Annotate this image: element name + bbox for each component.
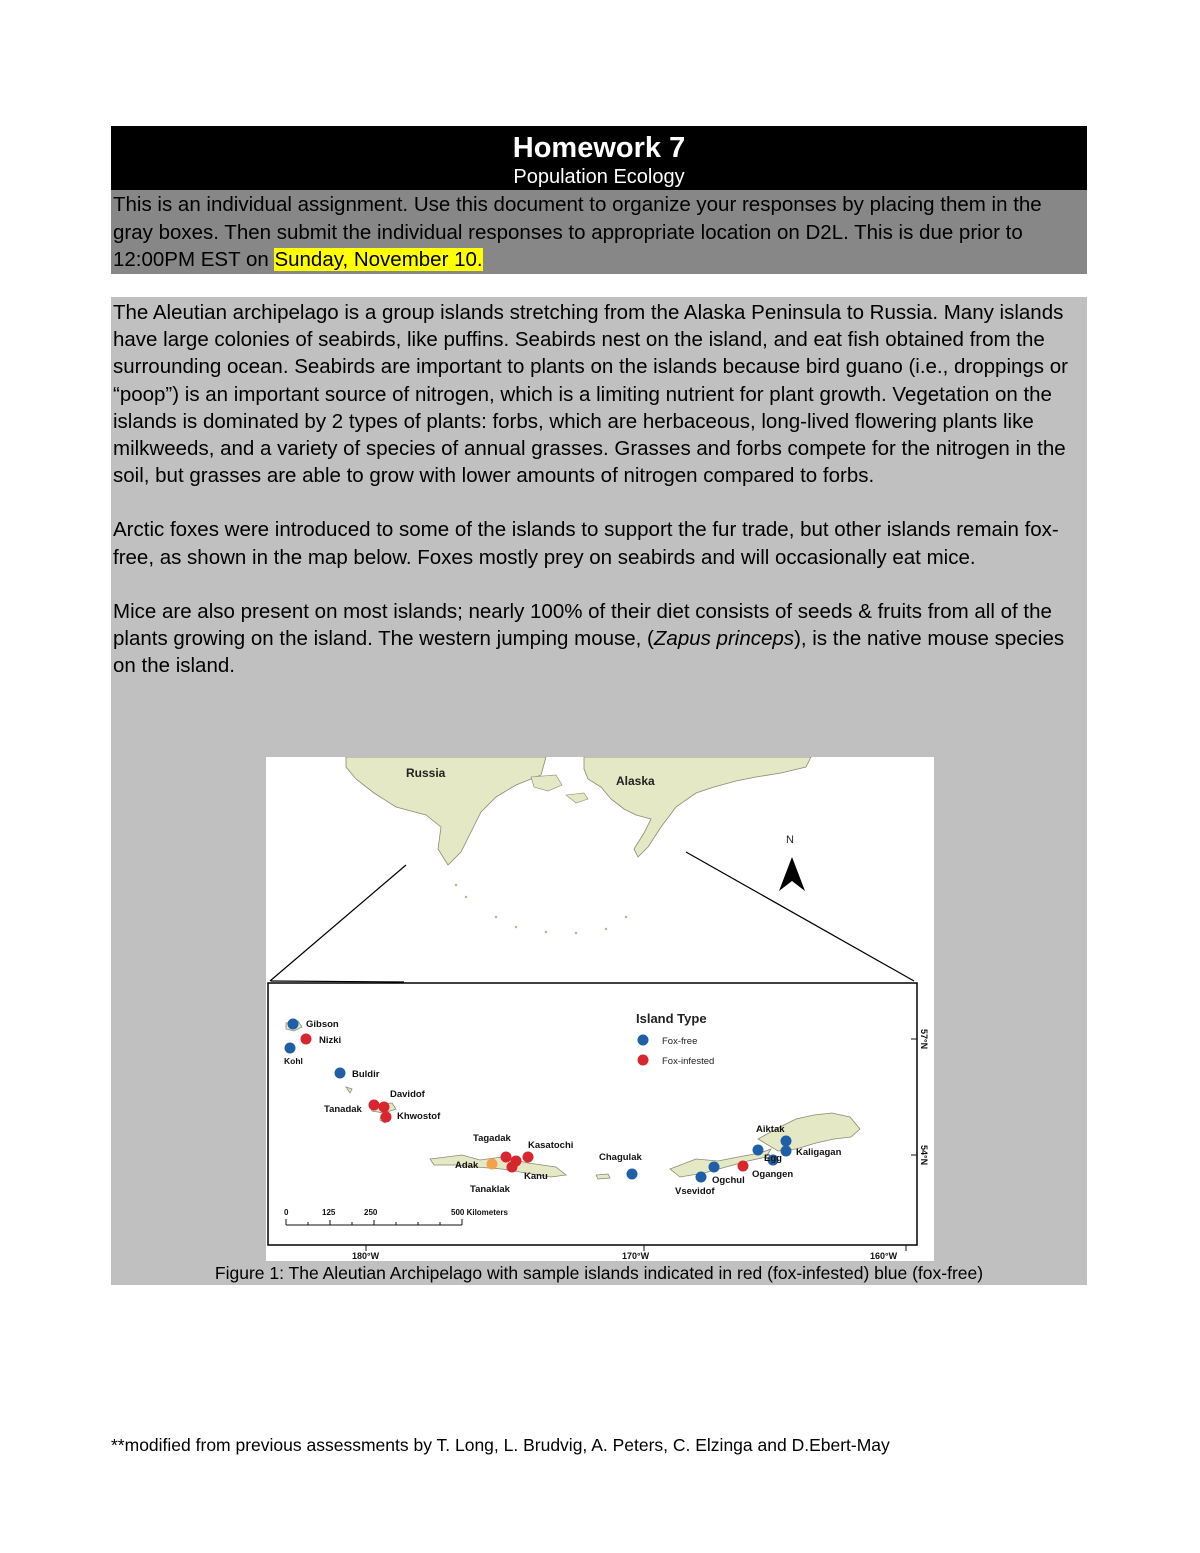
instructions-text: This is an individual assignment. Use this document to organize your responses by placing them in the gray boxes. Then submit the individual responses to appropriate location on D2L. This is due prior to 12:00PM EST on — [113, 193, 1042, 271]
scale-500: 500 Kilometers — [451, 1208, 508, 1217]
alaska-landmass — [584, 757, 811, 857]
paragraph-foxes: Arctic foxes were introduced to some of the islands to support the fur trade, but other islands remain fox-free, as shown in the map below. Foxes mostly prey on seabirds and will occasionally eat mice. — [113, 518, 1059, 569]
scale-250: 250 — [364, 1208, 378, 1217]
label-buldir: Buldir — [352, 1069, 380, 1080]
label-kasatochi: Kasatochi — [528, 1140, 574, 1151]
island-buldir-marker — [335, 1068, 346, 1079]
title-bar — [111, 126, 1087, 190]
island-kanu-marker — [507, 1162, 518, 1173]
north-arrow-icon — [779, 857, 805, 891]
label-kaligagan: Kaligagan — [796, 1147, 842, 1158]
zoom-line-east — [686, 852, 914, 981]
alaska-label: Alaska — [616, 774, 655, 788]
legend-fox-infested-marker — [638, 1055, 649, 1066]
island-kaligagan-marker-b — [781, 1146, 792, 1157]
island-ogchul-marker — [709, 1162, 720, 1173]
legend-fox-free-label: Fox-free — [662, 1036, 698, 1047]
lat-54n: 54°N — [919, 1145, 929, 1166]
label-adak: Adak — [455, 1160, 479, 1171]
legend-fox-free-marker — [638, 1035, 649, 1046]
island-nizki-marker — [301, 1034, 312, 1045]
species-name: Zapus princeps — [653, 627, 795, 651]
figure-caption: Figure 1: The Aleutian Archipelago with sample islands indicated in red (fox-infested) blue (fox-free) — [214, 1263, 984, 1283]
label-ogchul: Ogchul — [712, 1175, 745, 1186]
aleutian-map — [266, 757, 934, 1261]
island-kasatochi-marker — [523, 1152, 534, 1163]
content-box — [111, 297, 1087, 1285]
island-kaligagan-marker-a — [781, 1136, 792, 1147]
lon-180w: 180°W — [352, 1251, 380, 1261]
russia-label: Russia — [406, 766, 446, 780]
label-tanadak: Tanadak — [324, 1104, 362, 1115]
page-subtitle: Population Ecology — [513, 166, 685, 188]
label-aiktak: Aiktak — [756, 1124, 785, 1135]
north-label: N — [786, 834, 794, 846]
legend-fox-infested-label: Fox-infested — [662, 1056, 715, 1067]
zoom-line-left — [271, 981, 404, 982]
paragraph-mice-start: Mice are also present on most islands; nearly 100% of their diet consists of seeds & fruits from all of the plants growing on the island. The western jumping mouse, ( — [113, 599, 1052, 651]
zoom-line-west — [270, 865, 406, 981]
island-tanadak-marker — [369, 1100, 380, 1111]
page-title: Homework 7 — [512, 132, 686, 164]
label-davidof: Davidof — [390, 1089, 425, 1100]
aleutian-map-figure — [266, 757, 934, 1261]
island-aiktak-marker — [753, 1145, 764, 1156]
island-tagadak-marker — [501, 1152, 512, 1163]
label-egg: Egg — [764, 1153, 782, 1164]
overview-islands — [455, 884, 627, 934]
label-tanaklak: Tanaklak — [470, 1184, 510, 1195]
due-date-highlight: Sunday, November 10. — [274, 248, 483, 271]
label-chagulak: Chagulak — [599, 1152, 642, 1163]
label-nizki: Nizki — [319, 1035, 342, 1046]
label-ogangen: Ogangen — [752, 1169, 794, 1180]
st-lawrence-island — [566, 793, 588, 803]
paragraph-mice-end: ), is the native mouse species on the island. — [113, 627, 1065, 678]
scale-125: 125 — [322, 1208, 336, 1217]
island-vsevidof-marker — [696, 1172, 707, 1183]
label-kanu: Kanu — [524, 1171, 548, 1182]
label-khwostof: Khwostof — [397, 1111, 441, 1122]
island-davidof-marker — [379, 1102, 390, 1113]
lon-170w: 170°W — [622, 1251, 650, 1261]
island-adak-marker — [487, 1159, 498, 1170]
scale-0: 0 — [284, 1208, 289, 1217]
chukotka-tip — [531, 775, 562, 791]
paragraph-mice — [113, 598, 1085, 680]
instructions-box — [111, 190, 1087, 274]
label-gibson: Gibson — [306, 1019, 339, 1030]
label-kohl: Kohl — [284, 1056, 303, 1066]
island-ogangen-marker — [738, 1161, 749, 1172]
paragraph-aleutian: The Aleutian archipelago is a group islands stretching from the Alaska Peninsula to Russia. Many islands have large colonies of seabirds, like puffins. Seabirds nest on the island, and eat fish obtained from the surrounding ocean. Seabirds are important to plants on the islands because bird guano (i.e., droppings or “poop”) is an important source of nitrogen, which is a limiting nutrient for plant growth. Vegetation on the islands is dominated by 2 types of plants: forbs, which are herbaceous, long-lived flowering plants like milkweeds, and a variety of species of annual grasses. Grasses and forbs compete for the nitrogen in the soil, but grasses are able to grow with lower amounts of nitrogen compared to forbs. — [113, 301, 1068, 488]
island-gibson-marker — [288, 1019, 299, 1030]
lat-57n: 57°N — [919, 1029, 929, 1050]
island-khwostof-marker — [381, 1112, 392, 1123]
footer-credit: **modified from previous assessments by T. Long, L. Brudvig, A. Peters, C. Elzinga and D.Ebert-May — [111, 1435, 890, 1455]
label-vsevidof: Vsevidof — [675, 1186, 715, 1197]
legend-title: Island Type — [636, 1011, 707, 1026]
russia-landmass — [346, 757, 546, 865]
island-kohl-marker — [285, 1043, 296, 1054]
lon-160w: 160°W — [870, 1251, 898, 1261]
assignment-header — [111, 126, 1087, 274]
island-chagulak-marker — [627, 1169, 638, 1180]
label-tagadak: Tagadak — [473, 1133, 511, 1144]
